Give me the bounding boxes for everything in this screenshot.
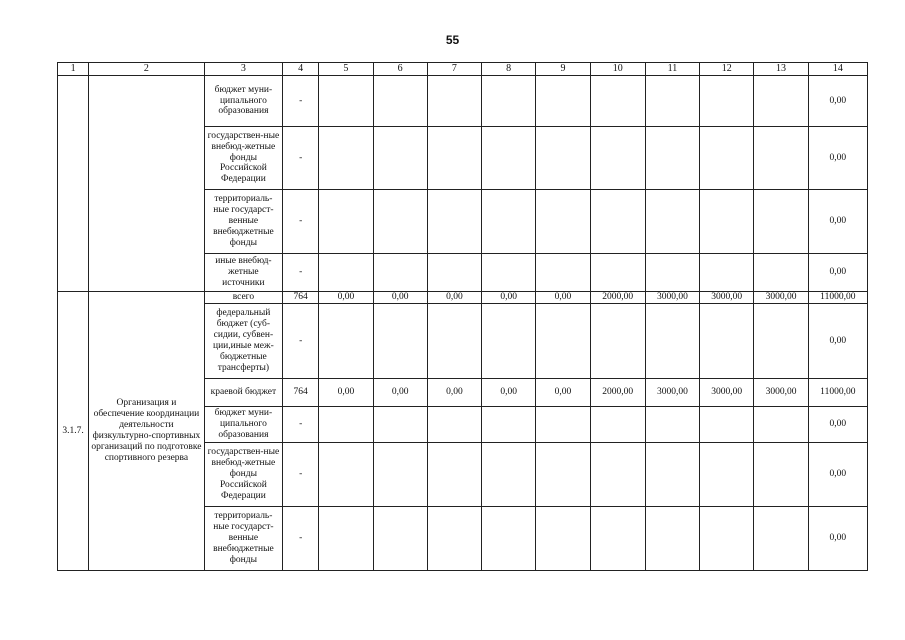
value-cell xyxy=(700,76,754,127)
value-cell: - xyxy=(283,407,319,443)
header-col-3: 3 xyxy=(204,63,282,76)
value-cell xyxy=(482,127,536,190)
value-cell xyxy=(373,127,427,190)
value-cell xyxy=(482,507,536,571)
value-cell xyxy=(754,127,808,190)
value-cell: - xyxy=(283,254,319,292)
value-cell xyxy=(536,76,590,127)
source-cell: территориаль-ные государст-венные внебюджетные фонды xyxy=(204,507,282,571)
total-cell: 11000,00 xyxy=(808,292,867,304)
value-cell xyxy=(645,76,699,127)
value-cell xyxy=(590,127,645,190)
value-cell xyxy=(645,507,699,571)
header-col-11: 11 xyxy=(645,63,699,76)
value-cell xyxy=(373,407,427,443)
value-cell xyxy=(536,304,590,379)
value-cell xyxy=(590,190,645,254)
value-cell xyxy=(700,190,754,254)
value-cell xyxy=(754,76,808,127)
value-cell xyxy=(754,254,808,292)
source-cell: бюджет муни-ципального образования xyxy=(204,76,282,127)
value-cell: 0,00 xyxy=(319,379,373,407)
source-cell: территориаль-ные государст-венные внебюджетные фонды xyxy=(204,190,282,254)
total-cell: 0,00 xyxy=(808,507,867,571)
value-cell: 0,00 xyxy=(482,292,536,304)
value-cell: 3000,00 xyxy=(700,379,754,407)
header-col-1: 1 xyxy=(58,63,89,76)
total-cell: 11000,00 xyxy=(808,379,867,407)
total-cell: 0,00 xyxy=(808,127,867,190)
header-col-2: 2 xyxy=(89,63,205,76)
value-cell xyxy=(754,507,808,571)
value-cell: 0,00 xyxy=(427,292,481,304)
value-cell xyxy=(373,190,427,254)
value-cell xyxy=(645,443,699,507)
budget-table xyxy=(57,62,868,571)
value-cell xyxy=(427,190,481,254)
value-cell xyxy=(645,407,699,443)
value-cell xyxy=(754,407,808,443)
header-col-6: 6 xyxy=(373,63,427,76)
total-cell: 0,00 xyxy=(808,443,867,507)
value-cell xyxy=(645,127,699,190)
value-cell xyxy=(373,304,427,379)
total-cell: 0,00 xyxy=(808,190,867,254)
value-cell: - xyxy=(283,190,319,254)
value-cell xyxy=(427,507,481,571)
source-cell: иные внебюд-жетные источники xyxy=(204,254,282,292)
value-cell: - xyxy=(283,127,319,190)
value-cell xyxy=(536,407,590,443)
header-col-10: 10 xyxy=(590,63,645,76)
page-number: 55 xyxy=(445,33,460,47)
section-code: 3.1.7. xyxy=(58,292,89,571)
table-row xyxy=(58,292,868,304)
header-col-8: 8 xyxy=(482,63,536,76)
value-cell xyxy=(590,76,645,127)
value-cell: - xyxy=(283,507,319,571)
header-col-7: 7 xyxy=(427,63,481,76)
header-col-4: 4 xyxy=(283,63,319,76)
value-cell xyxy=(645,304,699,379)
value-cell: 0,00 xyxy=(427,379,481,407)
value-cell xyxy=(373,76,427,127)
value-cell: 3000,00 xyxy=(754,379,808,407)
value-cell xyxy=(427,254,481,292)
value-cell: 2000,00 xyxy=(590,379,645,407)
value-cell: 3000,00 xyxy=(700,292,754,304)
value-cell: 0,00 xyxy=(373,379,427,407)
header-col-13: 13 xyxy=(754,63,808,76)
value-cell xyxy=(427,407,481,443)
total-cell: 0,00 xyxy=(808,304,867,379)
value-cell: - xyxy=(283,443,319,507)
value-cell xyxy=(700,127,754,190)
value-cell xyxy=(700,304,754,379)
value-cell xyxy=(373,254,427,292)
value-cell xyxy=(319,407,373,443)
header-col-5: 5 xyxy=(319,63,373,76)
value-cell xyxy=(319,76,373,127)
value-cell xyxy=(373,507,427,571)
value-cell: 2000,00 xyxy=(590,292,645,304)
total-cell: 0,00 xyxy=(808,76,867,127)
value-cell xyxy=(590,254,645,292)
value-cell xyxy=(427,76,481,127)
value-cell xyxy=(754,190,808,254)
value-cell xyxy=(536,127,590,190)
value-cell xyxy=(319,190,373,254)
value-cell xyxy=(482,407,536,443)
value-cell xyxy=(590,443,645,507)
value-cell: 3000,00 xyxy=(645,292,699,304)
value-cell xyxy=(590,407,645,443)
name-cell-empty xyxy=(89,76,205,292)
value-cell xyxy=(754,443,808,507)
value-cell xyxy=(590,507,645,571)
section-name: Организация и обеспечение координации деятельности физкультурно-спортивных организаций по подготовке спортивного резерва xyxy=(89,292,205,571)
value-cell xyxy=(536,190,590,254)
header-col-9: 9 xyxy=(536,63,590,76)
value-cell xyxy=(754,304,808,379)
value-cell xyxy=(482,76,536,127)
value-cell xyxy=(373,443,427,507)
value-cell xyxy=(700,507,754,571)
source-cell: государствен-ные внебюд-жетные фонды Российской Федерации xyxy=(204,127,282,190)
code-cell-empty xyxy=(58,76,89,292)
value-cell: 0,00 xyxy=(536,379,590,407)
value-cell: 0,00 xyxy=(373,292,427,304)
value-cell xyxy=(645,190,699,254)
value-cell xyxy=(319,304,373,379)
value-cell: 764 xyxy=(283,379,319,407)
value-cell: 3000,00 xyxy=(754,292,808,304)
total-cell: 0,00 xyxy=(808,407,867,443)
header-col-14: 14 xyxy=(808,63,867,76)
value-cell xyxy=(482,190,536,254)
value-cell: 3000,00 xyxy=(645,379,699,407)
value-cell xyxy=(700,254,754,292)
value-cell xyxy=(700,443,754,507)
value-cell xyxy=(319,254,373,292)
value-cell xyxy=(482,304,536,379)
value-cell: 0,00 xyxy=(536,292,590,304)
value-cell xyxy=(482,254,536,292)
source-cell: государствен-ные внебюд-жетные фонды Российской Федерации xyxy=(204,443,282,507)
source-cell: федеральный бюджет (суб-сидии, субвен-ции,иные меж-бюджетные трансферты) xyxy=(204,304,282,379)
value-cell xyxy=(536,443,590,507)
value-cell: 0,00 xyxy=(482,379,536,407)
value-cell xyxy=(536,254,590,292)
value-cell xyxy=(427,127,481,190)
value-cell xyxy=(482,443,536,507)
source-cell: краевой бюджет xyxy=(204,379,282,407)
table-row xyxy=(58,76,868,127)
value-cell xyxy=(427,304,481,379)
value-cell: 0,00 xyxy=(319,292,373,304)
total-cell: 0,00 xyxy=(808,254,867,292)
value-cell: - xyxy=(283,304,319,379)
value-cell: 764 xyxy=(283,292,319,304)
value-cell xyxy=(536,507,590,571)
value-cell xyxy=(319,127,373,190)
source-cell: бюджет муни-ципального образования xyxy=(204,407,282,443)
value-cell xyxy=(319,443,373,507)
value-cell xyxy=(645,254,699,292)
value-cell xyxy=(700,407,754,443)
header-col-12: 12 xyxy=(700,63,754,76)
value-cell: - xyxy=(283,76,319,127)
value-cell xyxy=(590,304,645,379)
value-cell xyxy=(319,507,373,571)
source-cell: всего xyxy=(204,292,282,304)
header-row xyxy=(58,63,868,76)
value-cell xyxy=(427,443,481,507)
